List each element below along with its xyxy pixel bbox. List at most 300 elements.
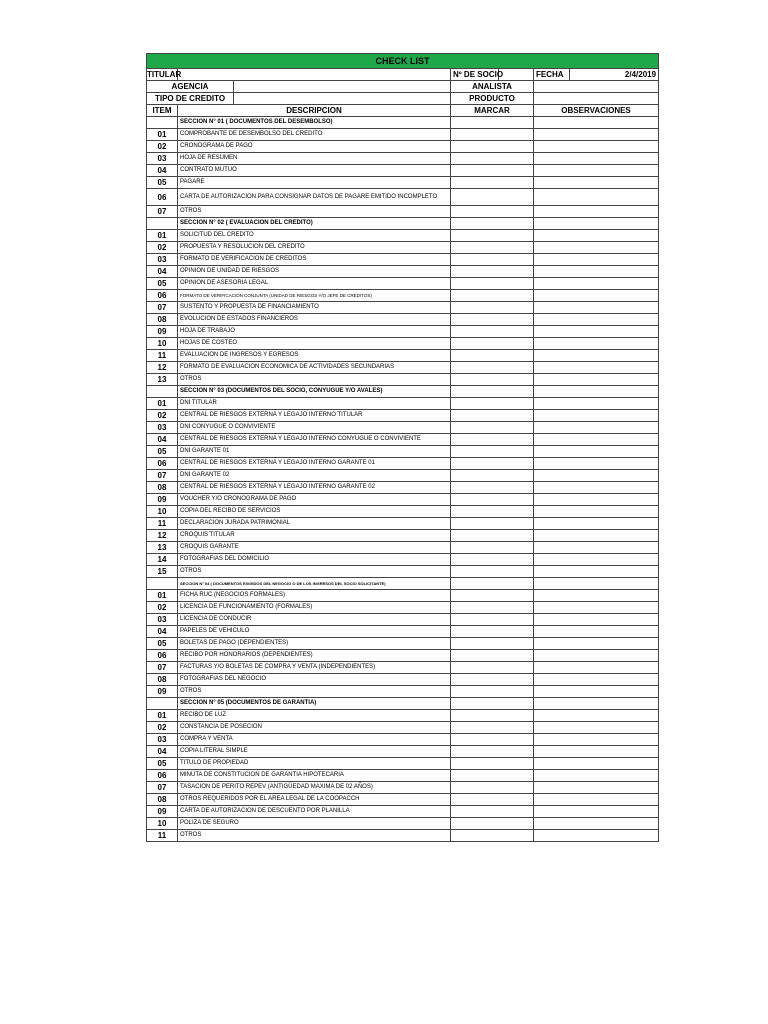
item-description: OTROS REQUERIDOS POR EL AREA LEGAL DE LA COOPACCH bbox=[178, 794, 451, 806]
section-marcar-cell bbox=[451, 698, 534, 710]
checklist-row bbox=[147, 398, 659, 410]
marcar-cell[interactable] bbox=[451, 590, 534, 602]
item-description: COPIA LITERAL SIMPLE bbox=[178, 746, 451, 758]
item-number: 04 bbox=[147, 434, 178, 446]
item-description: EVOLUCION DE ESTADOS FINANCIEROS bbox=[178, 314, 451, 326]
marcar-cell[interactable] bbox=[451, 338, 534, 350]
checklist-row bbox=[147, 638, 659, 650]
marcar-cell[interactable] bbox=[451, 278, 534, 290]
marcar-cell[interactable] bbox=[451, 165, 534, 177]
marcar-cell[interactable] bbox=[451, 770, 534, 782]
observaciones-cell[interactable] bbox=[534, 350, 659, 362]
item-number: 14 bbox=[147, 554, 178, 566]
checklist-row bbox=[147, 278, 659, 290]
observaciones-cell[interactable] bbox=[534, 434, 659, 446]
checklist-row bbox=[147, 470, 659, 482]
checklist-row bbox=[147, 590, 659, 602]
item-number: 06 bbox=[147, 458, 178, 470]
observaciones-cell[interactable] bbox=[534, 686, 659, 698]
observaciones-cell[interactable] bbox=[534, 710, 659, 722]
observaciones-cell[interactable] bbox=[534, 374, 659, 386]
item-description: OTROS bbox=[178, 566, 451, 578]
tipo-credito-label: TIPO DE CREDITO bbox=[147, 93, 234, 105]
checklist-row bbox=[147, 650, 659, 662]
marcar-cell[interactable] bbox=[451, 542, 534, 554]
checklist-row bbox=[147, 129, 659, 141]
item-description: CARTA DE AUTORIZACION PARA CONSIGNAR DATOS DE PAGARE EMITIDO INCOMPLETO bbox=[178, 189, 451, 206]
observaciones-cell[interactable] bbox=[534, 206, 659, 218]
observaciones-cell[interactable] bbox=[534, 338, 659, 350]
checklist-row bbox=[147, 602, 659, 614]
marcar-cell[interactable] bbox=[451, 650, 534, 662]
marcar-cell[interactable] bbox=[451, 830, 534, 842]
item-description: PAPELES DE VEHICULO bbox=[178, 626, 451, 638]
item-description: DNI GARANTE 02 bbox=[178, 470, 451, 482]
section-title: SECCION N° 04 ( DOCUMENTOS EXIGIDOS DEL NEGOCIO O DE LOS INGRESOS DEL SOCIO SOLICITANTE) bbox=[178, 578, 451, 590]
checklist-row bbox=[147, 189, 659, 206]
marcar-cell[interactable] bbox=[451, 290, 534, 302]
observaciones-cell[interactable] bbox=[534, 530, 659, 542]
item-number: 07 bbox=[147, 662, 178, 674]
item-number: 02 bbox=[147, 722, 178, 734]
item-number: 10 bbox=[147, 338, 178, 350]
section-item-cell bbox=[147, 698, 178, 710]
checklist-row bbox=[147, 242, 659, 254]
observaciones-cell[interactable] bbox=[534, 398, 659, 410]
item-description: RECIBO POR HONORARIOS (DEPENDIENTES) bbox=[178, 650, 451, 662]
item-number: 05 bbox=[147, 638, 178, 650]
observaciones-cell[interactable] bbox=[534, 362, 659, 374]
marcar-cell[interactable] bbox=[451, 626, 534, 638]
titular-label: TITULAR bbox=[147, 70, 182, 79]
item-description: CRONOGRAMA DE PAGO bbox=[178, 141, 451, 153]
marcar-cell[interactable] bbox=[451, 482, 534, 494]
observaciones-cell[interactable] bbox=[534, 662, 659, 674]
item-description: LICENCIA DE FUNCIONAMIENTO (FORMALES) bbox=[178, 602, 451, 614]
item-number: 04 bbox=[147, 165, 178, 177]
checklist-row bbox=[147, 446, 659, 458]
marcar-cell[interactable] bbox=[451, 758, 534, 770]
section-marcar-cell bbox=[451, 218, 534, 230]
marcar-cell[interactable] bbox=[451, 686, 534, 698]
socio-field[interactable] bbox=[499, 69, 534, 81]
item-number: 03 bbox=[147, 422, 178, 434]
marcar-cell[interactable] bbox=[451, 734, 534, 746]
section-marcar-cell bbox=[451, 578, 534, 590]
marcar-cell[interactable] bbox=[451, 470, 534, 482]
item-description: COPIA DEL RECIBO DE SERVICIOS bbox=[178, 506, 451, 518]
item-description: EVALUACION DE INGRESOS Y EGRESOS bbox=[178, 350, 451, 362]
observaciones-cell[interactable] bbox=[534, 746, 659, 758]
observaciones-cell[interactable] bbox=[534, 141, 659, 153]
item-description: HOJA DE RESUMEN bbox=[178, 153, 451, 165]
observaciones-cell[interactable] bbox=[534, 638, 659, 650]
observaciones-cell[interactable] bbox=[534, 482, 659, 494]
observaciones-cell[interactable] bbox=[534, 782, 659, 794]
checklist-row bbox=[147, 830, 659, 842]
item-number: 02 bbox=[147, 141, 178, 153]
item-number: 03 bbox=[147, 614, 178, 626]
item-description: CROQUIS TITULAR bbox=[178, 530, 451, 542]
marcar-cell[interactable] bbox=[451, 189, 534, 206]
item-number: 09 bbox=[147, 686, 178, 698]
item-description: CENTRAL DE RIESGOS EXTERNA Y LEGAJO INTERNO GARANTE 01 bbox=[178, 458, 451, 470]
observaciones-cell[interactable] bbox=[534, 722, 659, 734]
observaciones-column-header: OBSERVACIONES bbox=[534, 105, 659, 117]
checklist-row bbox=[147, 422, 659, 434]
item-number: 01 bbox=[147, 710, 178, 722]
item-number: 07 bbox=[147, 302, 178, 314]
fecha-label: FECHA bbox=[534, 69, 570, 81]
marcar-cell[interactable] bbox=[451, 458, 534, 470]
item-description: TITULO DE PROPIEDAD bbox=[178, 758, 451, 770]
marcar-cell[interactable] bbox=[451, 206, 534, 218]
section-item-cell bbox=[147, 386, 178, 398]
section-title: SECCION N° 02 ( EVALUACION DEL CREDITO) bbox=[178, 218, 451, 230]
section-observaciones-cell bbox=[534, 386, 659, 398]
checklist-row bbox=[147, 165, 659, 177]
marcar-cell[interactable] bbox=[451, 302, 534, 314]
checklist-row bbox=[147, 314, 659, 326]
checklist-row bbox=[147, 338, 659, 350]
observaciones-cell[interactable] bbox=[534, 254, 659, 266]
observaciones-cell[interactable] bbox=[534, 542, 659, 554]
marcar-cell[interactable] bbox=[451, 614, 534, 626]
item-number: 01 bbox=[147, 398, 178, 410]
item-description: COMPRA Y VENTA bbox=[178, 734, 451, 746]
observaciones-cell[interactable] bbox=[534, 314, 659, 326]
producto-label: PRODUCTO bbox=[451, 93, 534, 105]
item-description: CONSTANCIA DE POSECION bbox=[178, 722, 451, 734]
section-header-row bbox=[147, 578, 659, 590]
marcar-cell[interactable] bbox=[451, 153, 534, 165]
item-description: MINUTA DE CONSTITUCION DE GARANTIA HIPOTECARIA bbox=[178, 770, 451, 782]
item-number: 13 bbox=[147, 374, 178, 386]
checklist-row bbox=[147, 758, 659, 770]
item-description: CENTRAL DE RIESGOS EXTERNA Y LEGAJO INTERNO TITULAR bbox=[178, 410, 451, 422]
item-number: 03 bbox=[147, 254, 178, 266]
checklist-row bbox=[147, 350, 659, 362]
checklist-row bbox=[147, 530, 659, 542]
marcar-cell[interactable] bbox=[451, 434, 534, 446]
item-description: SUSTENTO Y PROPUESTA DE FINANCIAMIENTO bbox=[178, 302, 451, 314]
section-title: SECCION N° 05 (DOCUMENTOS DE GARANTIA) bbox=[178, 698, 451, 710]
marcar-cell[interactable] bbox=[451, 818, 534, 830]
observaciones-cell[interactable] bbox=[534, 806, 659, 818]
marcar-cell[interactable] bbox=[451, 350, 534, 362]
item-number: 05 bbox=[147, 177, 178, 189]
titular-field[interactable] bbox=[178, 69, 451, 81]
marcar-cell[interactable] bbox=[451, 254, 534, 266]
item-number: 05 bbox=[147, 446, 178, 458]
item-number: 04 bbox=[147, 626, 178, 638]
descripcion-column-header: DESCRIPCION bbox=[178, 105, 451, 117]
item-number: 01 bbox=[147, 129, 178, 141]
analista-field[interactable] bbox=[534, 81, 659, 93]
item-description: CARTA DE AUTORIZACION DE DESCUENTO POR PLANILLA bbox=[178, 806, 451, 818]
marcar-cell[interactable] bbox=[451, 554, 534, 566]
item-number: 04 bbox=[147, 746, 178, 758]
item-description: FORMATO DE VERIFICACION DE CREDITOS bbox=[178, 254, 451, 266]
observaciones-cell[interactable] bbox=[534, 674, 659, 686]
marcar-cell[interactable] bbox=[451, 129, 534, 141]
item-number: 01 bbox=[147, 590, 178, 602]
observaciones-cell[interactable] bbox=[534, 242, 659, 254]
item-description: DNI CONYUGUE O CONVIVIENTE bbox=[178, 422, 451, 434]
observaciones-cell[interactable] bbox=[534, 554, 659, 566]
item-description: FOTOGRAFIAS DEL NEGOCIO bbox=[178, 674, 451, 686]
checklist-row bbox=[147, 710, 659, 722]
item-description: CENTRAL DE RIESGOS EXTERNA Y LEGAJO INTERNO GARANTE 02 bbox=[178, 482, 451, 494]
item-description: DECLARACION JURADA PATRIMONIAL bbox=[178, 518, 451, 530]
observaciones-cell[interactable] bbox=[534, 302, 659, 314]
observaciones-cell[interactable] bbox=[534, 266, 659, 278]
checklist-row bbox=[147, 302, 659, 314]
checklist-row bbox=[147, 482, 659, 494]
tipo-credito-field[interactable] bbox=[234, 93, 451, 105]
item-description: VOUCHER Y/O CRONOGRAMA DE PAGO bbox=[178, 494, 451, 506]
checklist-row bbox=[147, 290, 659, 302]
marcar-cell[interactable] bbox=[451, 506, 534, 518]
checklist-row bbox=[147, 326, 659, 338]
marcar-cell[interactable] bbox=[451, 638, 534, 650]
checklist-row bbox=[147, 362, 659, 374]
section-item-cell bbox=[147, 218, 178, 230]
item-number: 08 bbox=[147, 674, 178, 686]
checklist-row bbox=[147, 266, 659, 278]
observaciones-cell[interactable] bbox=[534, 177, 659, 189]
item-number: 05 bbox=[147, 758, 178, 770]
checklist-row bbox=[147, 153, 659, 165]
observaciones-cell[interactable] bbox=[534, 410, 659, 422]
item-description: RECIBO DE LUZ bbox=[178, 710, 451, 722]
checklist-row bbox=[147, 410, 659, 422]
marcar-cell[interactable] bbox=[451, 782, 534, 794]
analista-label: ANALISTA bbox=[451, 81, 534, 93]
item-number: 01 bbox=[147, 230, 178, 242]
checklist-row bbox=[147, 254, 659, 266]
checklist-row bbox=[147, 746, 659, 758]
observaciones-cell[interactable] bbox=[534, 818, 659, 830]
item-description: HOJAS DE COSTEO bbox=[178, 338, 451, 350]
item-number: 08 bbox=[147, 794, 178, 806]
item-description: FACTURAS Y/O BOLETAS DE COMPRA Y VENTA (INDEPENDIENTES) bbox=[178, 662, 451, 674]
item-number: 06 bbox=[147, 650, 178, 662]
section-header-row bbox=[147, 117, 659, 129]
marcar-cell[interactable] bbox=[451, 446, 534, 458]
checklist-row bbox=[147, 614, 659, 626]
section-observaciones-cell bbox=[534, 578, 659, 590]
observaciones-cell[interactable] bbox=[534, 446, 659, 458]
marcar-cell[interactable] bbox=[451, 177, 534, 189]
checklist-row bbox=[147, 374, 659, 386]
section-title: SECCION N° 03 (DOCUMENTOS DEL SOCIO, CONYUGUE Y/O AVALES) bbox=[178, 386, 451, 398]
observaciones-cell[interactable] bbox=[534, 506, 659, 518]
item-description: CENTRAL DE RIESGOS EXTERNA Y LEGAJO INTERNO CONYUGUE O CONVIVIENTE bbox=[178, 434, 451, 446]
item-description: HOJA DE TRABAJO bbox=[178, 326, 451, 338]
checklist-row bbox=[147, 734, 659, 746]
checklist-row bbox=[147, 626, 659, 638]
item-number: 06 bbox=[147, 189, 178, 206]
item-number: 11 bbox=[147, 830, 178, 842]
checklist-row bbox=[147, 506, 659, 518]
checklist-row bbox=[147, 518, 659, 530]
item-description: DNI TITULAR bbox=[178, 398, 451, 410]
checklist-title: CHECK LIST bbox=[147, 54, 659, 69]
item-number: 06 bbox=[147, 770, 178, 782]
item-number: 08 bbox=[147, 482, 178, 494]
item-description: PAGARE bbox=[178, 177, 451, 189]
fecha-value[interactable]: 2/4/2019 bbox=[570, 69, 659, 81]
observaciones-cell[interactable] bbox=[534, 230, 659, 242]
marcar-cell[interactable] bbox=[451, 566, 534, 578]
observaciones-cell[interactable] bbox=[534, 626, 659, 638]
marcar-column-header: MARCAR bbox=[451, 105, 534, 117]
item-number: 02 bbox=[147, 242, 178, 254]
checklist-row bbox=[147, 230, 659, 242]
observaciones-cell[interactable] bbox=[534, 734, 659, 746]
marcar-cell[interactable] bbox=[451, 230, 534, 242]
marcar-cell[interactable] bbox=[451, 141, 534, 153]
section-observaciones-cell bbox=[534, 698, 659, 710]
item-number: 11 bbox=[147, 350, 178, 362]
checklist-row bbox=[147, 722, 659, 734]
item-number: 04 bbox=[147, 266, 178, 278]
marcar-cell[interactable] bbox=[451, 794, 534, 806]
observaciones-cell[interactable] bbox=[534, 566, 659, 578]
section-header-row bbox=[147, 698, 659, 710]
observaciones-cell[interactable] bbox=[534, 458, 659, 470]
marcar-cell[interactable] bbox=[451, 518, 534, 530]
item-description: CONTRATO MUTUO bbox=[178, 165, 451, 177]
section-item-cell bbox=[147, 117, 178, 129]
observaciones-cell[interactable] bbox=[534, 165, 659, 177]
observaciones-cell[interactable] bbox=[534, 326, 659, 338]
agencia-field[interactable] bbox=[234, 81, 451, 93]
checklist-table bbox=[146, 53, 659, 842]
observaciones-cell[interactable] bbox=[534, 830, 659, 842]
checklist-row bbox=[147, 434, 659, 446]
item-description: FORMATO DE VERIFICACION CONJUNTA (UNIDAD DE RIESGOS Y/O JEFE DE CREDITOS) bbox=[178, 290, 451, 302]
marcar-cell[interactable] bbox=[451, 722, 534, 734]
observaciones-cell[interactable] bbox=[534, 590, 659, 602]
checklist-row bbox=[147, 177, 659, 189]
checklist-row bbox=[147, 818, 659, 830]
marcar-cell[interactable] bbox=[451, 494, 534, 506]
marcar-cell[interactable] bbox=[451, 422, 534, 434]
item-number: 13 bbox=[147, 542, 178, 554]
marcar-cell[interactable] bbox=[451, 674, 534, 686]
item-description: CROQUIS GARANTE bbox=[178, 542, 451, 554]
marcar-cell[interactable] bbox=[451, 410, 534, 422]
observaciones-cell[interactable] bbox=[534, 278, 659, 290]
checklist-row bbox=[147, 662, 659, 674]
observaciones-cell[interactable] bbox=[534, 614, 659, 626]
item-description: COMPROBANTE DE DESEMBOLSO DEL CREDITO bbox=[178, 129, 451, 141]
section-observaciones-cell bbox=[534, 218, 659, 230]
observaciones-cell[interactable] bbox=[534, 770, 659, 782]
observaciones-cell[interactable] bbox=[534, 129, 659, 141]
item-description: PROPUESTA Y RESOLUCION DEL CREDITO bbox=[178, 242, 451, 254]
item-number: 06 bbox=[147, 290, 178, 302]
checklist-row bbox=[147, 686, 659, 698]
checklist-sheet bbox=[146, 53, 658, 842]
socio-label: Nº DE SOCIO bbox=[451, 69, 499, 81]
marcar-cell[interactable] bbox=[451, 710, 534, 722]
item-number: 07 bbox=[147, 470, 178, 482]
observaciones-cell[interactable] bbox=[534, 650, 659, 662]
item-description: FORMATO DE EVALUACION ECONOMICA DE ACTIVIDADES SECUNDARIAS bbox=[178, 362, 451, 374]
item-description: FOTOGRAFIAS DEL DOMICILIO bbox=[178, 554, 451, 566]
section-header-row bbox=[147, 218, 659, 230]
observaciones-cell[interactable] bbox=[534, 494, 659, 506]
marcar-cell[interactable] bbox=[451, 266, 534, 278]
marcar-cell[interactable] bbox=[451, 806, 534, 818]
observaciones-cell[interactable] bbox=[534, 794, 659, 806]
marcar-cell[interactable] bbox=[451, 398, 534, 410]
observaciones-cell[interactable] bbox=[534, 518, 659, 530]
checklist-row bbox=[147, 458, 659, 470]
item-description: FICHA RUC (NEGOCIOS FORMALES) bbox=[178, 590, 451, 602]
observaciones-cell[interactable] bbox=[534, 422, 659, 434]
item-description: BOLETAS DE PAGO (DEPENDIENTES) bbox=[178, 638, 451, 650]
section-header-row bbox=[147, 386, 659, 398]
item-number: 09 bbox=[147, 494, 178, 506]
item-description: OPINION DE UNIDAD DE RIESGOS bbox=[178, 266, 451, 278]
section-title: SECCION N° 01 ( DOCUMENTOS DEL DESEMBOLSO) bbox=[178, 117, 451, 129]
marcar-cell[interactable] bbox=[451, 362, 534, 374]
marcar-cell[interactable] bbox=[451, 242, 534, 254]
item-number: 02 bbox=[147, 410, 178, 422]
marcar-cell[interactable] bbox=[451, 326, 534, 338]
marcar-cell[interactable] bbox=[451, 602, 534, 614]
item-number: 09 bbox=[147, 326, 178, 338]
observaciones-cell[interactable] bbox=[534, 153, 659, 165]
marcar-cell[interactable] bbox=[451, 746, 534, 758]
item-description: OTROS bbox=[178, 374, 451, 386]
checklist-row bbox=[147, 782, 659, 794]
section-item-cell bbox=[147, 578, 178, 590]
observaciones-cell[interactable] bbox=[534, 470, 659, 482]
marcar-cell[interactable] bbox=[451, 530, 534, 542]
observaciones-cell[interactable] bbox=[534, 758, 659, 770]
item-number: 07 bbox=[147, 782, 178, 794]
item-number: 10 bbox=[147, 506, 178, 518]
observaciones-cell[interactable] bbox=[534, 290, 659, 302]
observaciones-cell[interactable] bbox=[534, 602, 659, 614]
checklist-row bbox=[147, 566, 659, 578]
checklist-row bbox=[147, 806, 659, 818]
item-number: 11 bbox=[147, 518, 178, 530]
marcar-cell[interactable] bbox=[451, 662, 534, 674]
item-description: TASACION DE PERITO REPEV (ANTIGÜEDAD MAXIMA DE 02 AÑOS) bbox=[178, 782, 451, 794]
checklist-row bbox=[147, 141, 659, 153]
section-observaciones-cell bbox=[534, 117, 659, 129]
item-description: OTROS bbox=[178, 830, 451, 842]
checklist-row bbox=[147, 794, 659, 806]
marcar-cell[interactable] bbox=[451, 374, 534, 386]
item-number: 12 bbox=[147, 362, 178, 374]
producto-field[interactable] bbox=[534, 93, 659, 105]
item-number: 08 bbox=[147, 314, 178, 326]
marcar-cell[interactable] bbox=[451, 314, 534, 326]
item-number: 03 bbox=[147, 734, 178, 746]
item-column-header: ITEM bbox=[147, 105, 178, 117]
section-marcar-cell bbox=[451, 117, 534, 129]
observaciones-cell[interactable] bbox=[534, 189, 659, 206]
section-marcar-cell bbox=[451, 386, 534, 398]
item-description: POLIZA DE SEGURO bbox=[178, 818, 451, 830]
